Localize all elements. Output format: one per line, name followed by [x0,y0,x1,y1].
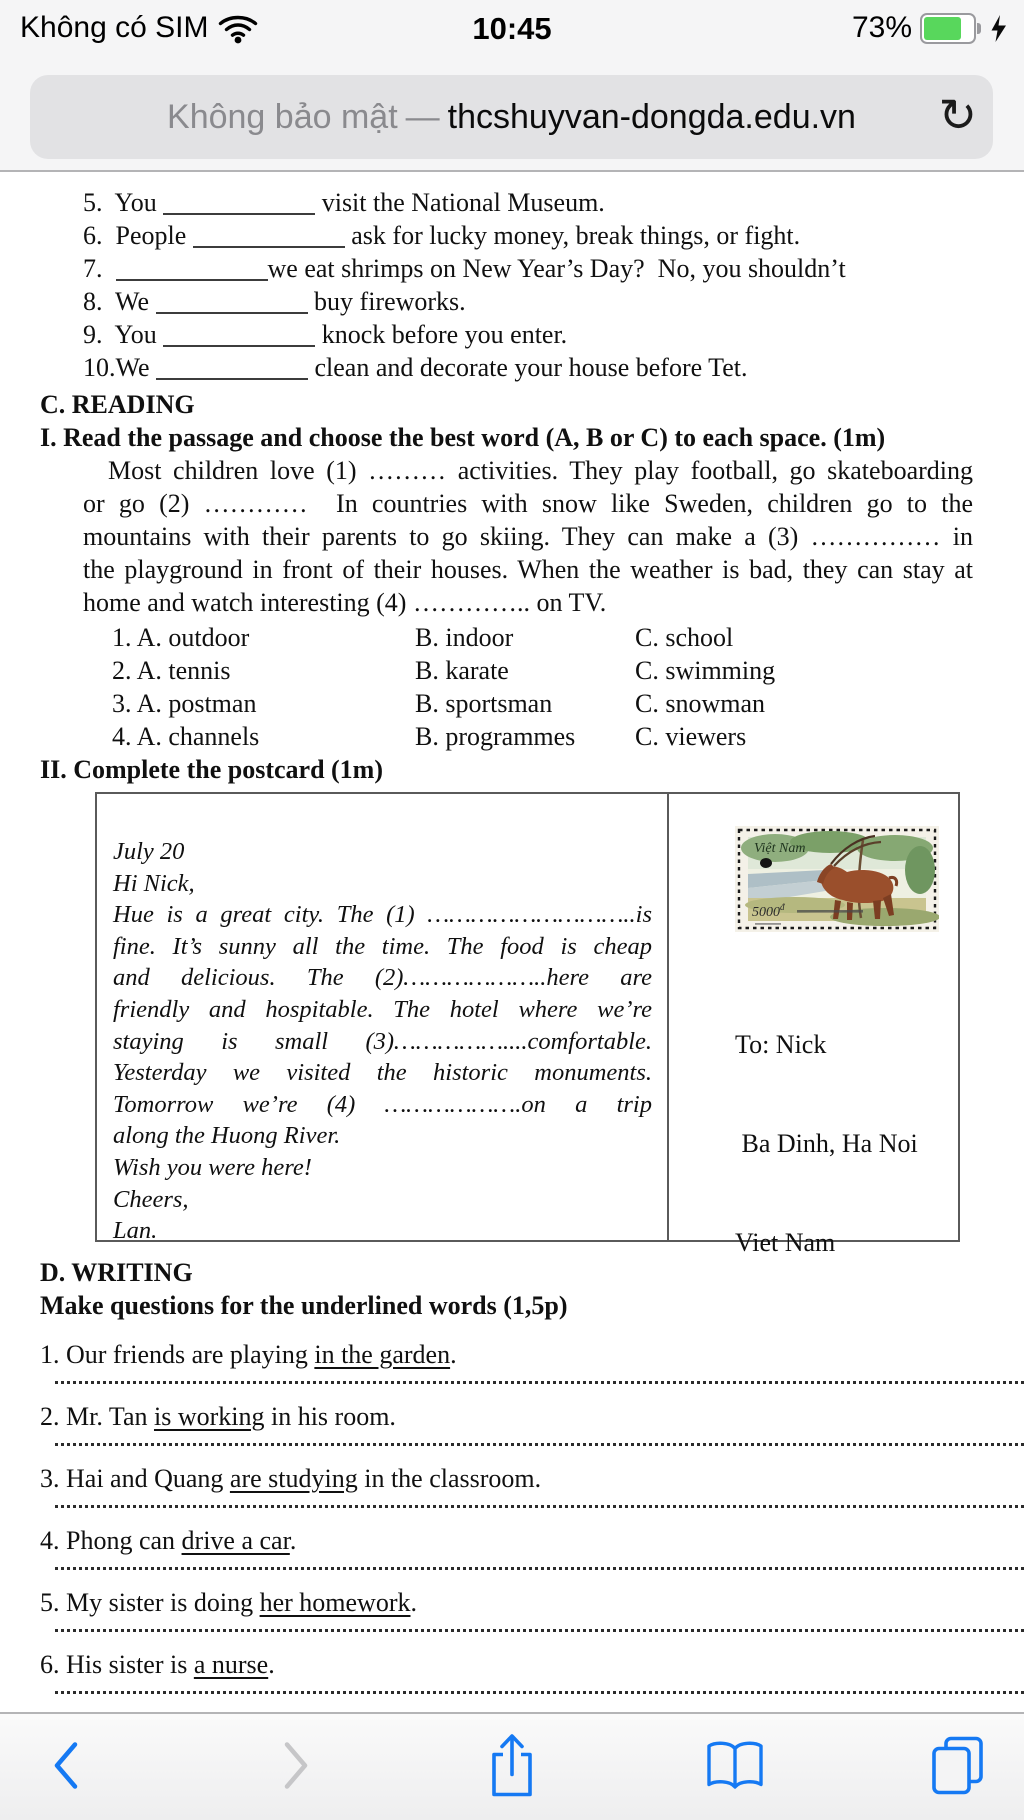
address-line: Viet Nam [735,1228,836,1257]
letter-line: and delicious. The (2)………………..here are [113,964,652,992]
browser-chrome-top [0,0,1024,172]
task1-title: I. Read the passage and choose the best word (A, B or C) to each space. (1m) [40,423,886,452]
share-button[interactable] [480,1727,544,1808]
tabs-icon [928,1734,986,1798]
security-label: Không bảo mật [167,97,398,136]
choice-a: 3. A. postman [112,689,257,718]
letter-line: Hi Nick, [113,869,195,897]
item-text: 10.We [83,353,156,382]
stamp-country-label: Việt Nam [754,841,806,856]
underlined-words: her homework [259,1588,411,1617]
letter-line: Cheers, [113,1185,189,1213]
item-text: 2. Mr. Tan [40,1402,154,1431]
underlined-words: in the garden [314,1340,451,1369]
page-content[interactable] [0,172,1024,1712]
battery-icon [920,13,981,44]
item-text: . [450,1340,457,1369]
postcard-address-panel [669,794,958,1257]
item-text: . [289,1526,297,1555]
section-title-reading: C. READING [40,390,195,419]
passage-line: home and watch interesting (4) ………….. on TV. [83,588,607,617]
writing-item [40,1648,1024,1681]
writing-item [40,1338,1024,1371]
item-text: 5. You [83,188,164,217]
exercise-item [83,285,1024,318]
back-button[interactable] [47,1737,85,1798]
answer-blank [163,193,315,215]
share-icon [484,1731,540,1801]
exercise-item [83,252,1024,285]
choices-row [112,720,1024,753]
answer-dotted-line [55,1691,1024,1694]
exercise-item [83,186,1024,219]
passage-line: mountains with their parents to go skiing. They can make a (3) …………… in [83,522,973,551]
item-text: ask for lucky money, break things, or fight. [344,221,801,250]
item-text: 6. People [83,221,193,250]
letter-line: along the Huong River. [113,1122,341,1150]
reading-passage [83,454,973,619]
passage-line: the playground in front of their houses. When the weather is bad, they can stay at [83,555,973,584]
item-text: . [268,1650,275,1679]
charging-bolt-icon [989,14,1008,43]
carrier-label: Không có SIM [20,11,209,44]
address-line: Ba Dinh, Ha Noi [735,1129,918,1158]
choice-a: 2. A. tennis [112,656,231,685]
item-text: in his room. [264,1402,396,1431]
letter-line: Yesterday we visited the historic monuments. [113,1059,652,1087]
answer-dotted-line [55,1381,1024,1384]
item-text: knock before you enter. [315,320,568,349]
choice-b: B. programmes [415,722,576,751]
back-chevron-icon [51,1741,81,1791]
stamp-currency: đ [780,902,785,912]
answer-blank [116,259,268,281]
writing-item [40,1524,1024,1557]
passage-line: Most children love (1) ……… activities. They play football, go skateboarding [108,456,973,485]
choice-c: C. snowman [635,689,765,718]
exercise-item [83,351,1024,384]
item-text: clean and decorate your house before Tet. [308,353,748,382]
url-domain: thcshuyvan-dongda.edu.vn [447,97,856,136]
choice-b: B. karate [415,656,509,685]
item-text: 7. [83,254,116,283]
letter-line: Wish you were here! [113,1153,312,1181]
letter-line: friendly and hospitable. The hotel where we’re [113,995,652,1023]
exercise-item [83,219,1024,252]
answer-dotted-line [55,1567,1024,1570]
choice-c: C. viewers [635,722,747,751]
passage-line: or go (2) ………… In countries with snow like Sweden, children go to the [83,489,973,518]
underlined-words: is working [153,1402,265,1431]
choices-row [112,687,1024,720]
item-text: 3. Hai and Quang [40,1464,230,1493]
letter-line: Hue is a great city. The (1) ………………………..is [113,901,652,929]
letter-line: Lan. [113,1217,158,1245]
item-text: 6. His sister is [40,1650,194,1679]
letter-line: Tomorrow we’re (4) ……………….on a trip [113,1090,652,1118]
stamp-image [735,826,939,932]
reload-button[interactable] [938,88,977,143]
bookmarks-button[interactable] [700,1736,770,1799]
item-text: 5. My sister is doing [40,1588,260,1617]
answer-blank [156,358,308,380]
forward-button[interactable] [277,1737,315,1798]
item-text: 8. We [83,287,156,316]
item-text: buy fireworks. [307,287,466,316]
choice-a: 1. A. outdoor [112,623,250,652]
writing-task-title: Make questions for the underlined words (1,5p) [40,1291,568,1320]
choices-row [112,621,1024,654]
status-bar [0,0,1024,60]
exercise-item [83,318,1024,351]
writing-item [40,1586,1024,1619]
postcard-letter [97,794,669,1245]
writing-item [40,1462,1024,1495]
battery-fill [924,17,961,40]
answer-blank [193,226,345,248]
letter-line: July 20 [113,838,185,865]
choices-row [112,654,1024,687]
item-text: visit the National Museum. [315,188,605,217]
reload-icon: ↻ [938,88,977,143]
postcard-address [735,962,958,1325]
underlined-words: drive a car [181,1526,290,1555]
choice-b: B. indoor [415,623,514,652]
answer-dotted-line [55,1505,1024,1508]
answer-dotted-line [55,1629,1024,1632]
battery-percent: 73% [851,11,912,44]
choice-b: B. sportsman [415,689,553,718]
underlined-words: a nurse [193,1650,269,1679]
choice-a: 4. A. channels [112,722,260,751]
stamp-caption-squiggle [797,910,863,913]
item-text: in the classroom. [357,1464,542,1493]
url-separator: — [405,97,440,136]
choice-c: C. swimming [635,656,776,685]
answer-blank [163,325,315,347]
section-title-writing: D. WRITING [40,1258,193,1287]
address-bar[interactable] [30,75,993,159]
address-line: To: Nick [735,1030,827,1059]
bottom-toolbar [0,1712,1024,1820]
item-text: 1. Our friends are playing [40,1340,315,1369]
tabs-button[interactable] [924,1730,990,1805]
clock: 10:45 [472,11,552,46]
task2-title: II. Complete the postcard (1m) [40,755,384,784]
choices-table [112,621,1024,753]
item-text: we eat shrimps on New Year’s Day? No, you shouldn’t [267,254,846,283]
underlined-words: are studying [229,1464,358,1493]
item-text: 4. Phong can [40,1526,182,1555]
stamp-denomination: 5000 [752,905,780,920]
choice-c: C. school [635,623,734,652]
answer-dotted-line [55,1443,1024,1446]
item-text: 9. You [83,320,164,349]
answer-blank [156,292,308,314]
item-text: . [410,1588,417,1617]
letter-line: staying is small (3)……………....comfortable. [113,1027,652,1055]
writing-item [40,1400,1024,1433]
letter-line: fine. It’s sunny all the time. The food is cheap [113,932,652,960]
status-right [852,11,1008,45]
postcard [95,792,960,1257]
open-book-icon [704,1740,766,1792]
forward-chevron-icon [281,1741,311,1791]
